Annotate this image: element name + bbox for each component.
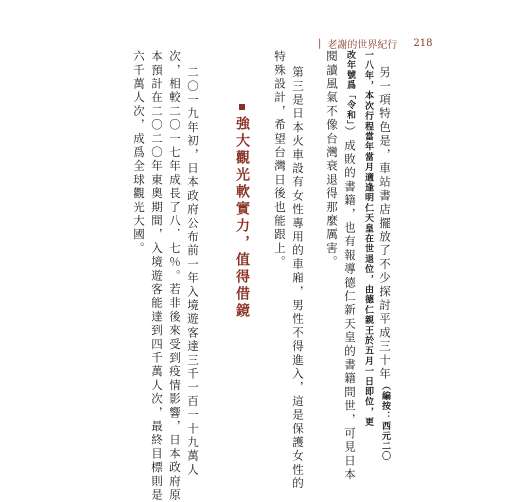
text-column-5: 第三是日本火車設有女性專用的車廂，男性不得進入，這是保護女性的 [291, 66, 305, 491]
text-column-2: 一八年，本次行程當年當月適逢明仁天皇在世退位，由德仁親王於五月一日即位，更 [363, 50, 373, 428]
editor-note: （編按：西元二〇 [380, 381, 390, 462]
editor-note: 改年號爲「令和」 [345, 50, 355, 126]
running-header [318, 36, 432, 51]
text-column-1: 另一項特色是，車站書店擺放了不少探討平成三十年（編按：西元二〇 [378, 66, 392, 462]
text-column-3: 改年號爲「令和」）成敗的書籍，也有報導德仁新天皇的書籍問世，可見日本 [343, 50, 357, 482]
text-column-9: 本預計在二〇二〇年東奧期間，入境遊客能達到四千萬人次，最終目標則是 [150, 50, 164, 502]
text-column-4: 閱讀風氣不像台灣衰退得那麼厲害。 [325, 50, 339, 270]
book-title: 老謝的世界紀行 [327, 40, 398, 51]
text-column-6: 特殊設計，希望台灣日後也能跟上。 [273, 50, 287, 270]
heading-bullet [239, 104, 245, 110]
page-number: 218 [413, 38, 433, 49]
header-divider: | [318, 38, 322, 49]
text-column-8: 次，相較二〇一七年成長了八．七％。若非後來受到疫情影響，日本政府原 [168, 50, 182, 502]
section-heading: 強大觀光軟實力，值得借鏡 [232, 104, 252, 320]
text-column-7: 二〇一九年初，日本政府公布前一年入境遊客達三千一百一十九萬人 [186, 66, 200, 477]
text-column-10: 六千萬人次，成爲全球觀光大國。 [132, 50, 146, 256]
